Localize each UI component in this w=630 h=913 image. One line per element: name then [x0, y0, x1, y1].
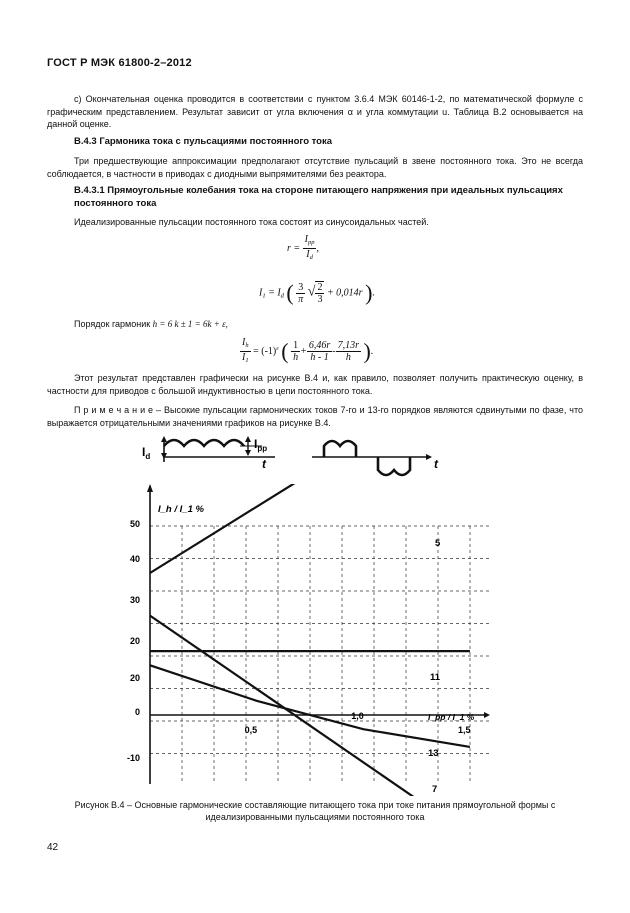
- series-label-13: 13: [428, 748, 439, 759]
- formula-i1-end: .: [372, 287, 375, 299]
- y-tick-label: 50: [129, 519, 140, 529]
- formula-ih-ratio: [240, 337, 251, 366]
- y-tick-label: 20: [129, 636, 140, 646]
- formula-i1: $I_1 = I_d$ ( $\frac{3}{\pi}$ √ $\frac{2}{3}$ + 0,014r ).: [259, 280, 375, 305]
- formula-ih-term-c: [336, 340, 361, 363]
- section-heading-b431: В.4.3.1 Прямоугольные колебания тока на стороне питающего напряжения при идеальных пульсациях постоянного тока: [74, 185, 563, 209]
- document-header: ГОСТ Р МЭК 61800-2–2012: [47, 57, 192, 69]
- series-label-5: 5: [435, 538, 441, 549]
- x-tick-label: 0,5: [244, 725, 258, 735]
- y-tick-label: 20: [129, 673, 140, 683]
- y-axis-label: I_h / I_1 %: [158, 504, 204, 515]
- paragraph-ripple: Три предшествующие аппроксимации предполагают отсутствие пульсаций в звене постоянного тока. Это не всегда соблюдается, в частности в приводах с диодными выпрямителями без реактора.: [47, 156, 583, 179]
- formula-i1-frac-3pi: [296, 282, 305, 305]
- formula-ih-eq: = (-1): [253, 345, 277, 357]
- formula-ih-a-den: h: [293, 352, 299, 363]
- formula-r-num: I: [304, 234, 308, 245]
- y-tick-label: 0: [134, 707, 140, 717]
- formula-ih-end: .: [370, 345, 374, 357]
- note-label: П р и м е ч а н и е: [74, 405, 154, 415]
- y-axis-arrow: [147, 484, 153, 492]
- y-tick-label: 30: [129, 595, 140, 605]
- formula-r-lhs: r =: [287, 242, 301, 254]
- formula-i1-eq: = I: [265, 287, 281, 299]
- ac-current-wave: [312, 441, 432, 475]
- page-number: 42: [47, 842, 59, 853]
- formula-i1-lhs: I: [259, 287, 263, 299]
- harmonics-chart: [110, 484, 500, 796]
- formula-r: [287, 234, 319, 263]
- waveform-sketch: [140, 432, 460, 482]
- x-axis-label: I_pp / I_1 %: [428, 712, 475, 722]
- figure-caption: Рисунок В.4 – Основные гармонические составляющие питающего тока при токе питания прямоугольной формы с идеализированными пульсациями постоянного тока: [74, 800, 556, 822]
- series-label-7: 7: [432, 784, 438, 795]
- formula-ih: $\frac{I_h}{I_1}$ = $(-1)^\varepsilon$ ( $\frac{1}{h}$ + $\frac{6,46r}{h - 1}$ - $\frac{7,13r}{h}$ ).: [242, 337, 374, 364]
- paragraph-c: с) Окончательная оценка проводится в соответствии с пунктом 3.6.4 МЭК 60146-1-2, по математической формуле с графическим представлением. Результат зависит от угла включения α и угла коммутации u. Таблица В.2 основывается на данной оценке.: [47, 94, 583, 129]
- id-label: $I_d$: [142, 445, 151, 461]
- formula-ih-den: I: [242, 352, 246, 363]
- series-label-11: 11: [430, 672, 441, 683]
- sqrt-sign: √: [307, 284, 316, 300]
- formula-i1-eq-sub: d: [280, 292, 284, 300]
- formula-ih-b-den: h - 1: [310, 352, 329, 363]
- paragraph-result: Этот результат представлен графически на рисунке В.4 и, как правило, позволяет получить практическую оценку, в частности для приводов с большой индуктивностью в цепи постоянного тока.: [47, 373, 583, 396]
- formula-i1-sqrt-den: 3: [317, 294, 323, 305]
- formula-ih-b-num: 6,46r: [308, 340, 331, 351]
- formula-r-fraction: [303, 234, 317, 263]
- harmonic-order-prefix: Порядок гармоник: [74, 319, 153, 329]
- formula-ih-c-den: h: [345, 352, 351, 363]
- note-text: – Высокие пульсации гармонических токов 7-го и 13-го порядков являются сдвинутыми по фазе, что выражается отрицательными значениями графиков на рисунке В.4.: [47, 405, 583, 428]
- formula-r-end: ,: [316, 242, 319, 254]
- formula-i1-lhs-sub: 1: [262, 292, 266, 300]
- formula-r-den: I: [306, 249, 310, 260]
- formula-ih-c-num: 7,13r: [337, 340, 360, 351]
- harmonic-order-formula: h = 6 k ± 1 = 6k + ε,: [152, 319, 228, 329]
- formula-i1-tail: + 0,014r: [326, 287, 363, 299]
- formula-i1-frac-den: π: [298, 293, 304, 305]
- paragraph-harmonic-order: [47, 318, 583, 331]
- t-label-2: t: [434, 457, 438, 471]
- y-tick-label: 40: [129, 554, 140, 564]
- section-heading-b43: В.4.3 Гармоника тока с пульсациями постоянного тока: [74, 136, 333, 147]
- note: [47, 404, 583, 429]
- formula-ih-term-b: [307, 340, 332, 363]
- x-tick-label: 1,5: [457, 725, 471, 735]
- formula-ih-num-sub: h: [245, 342, 249, 349]
- x-axis-arrow: [484, 712, 490, 718]
- y-tick-label: -10: [126, 753, 140, 763]
- ipp-label: $I_{pp}$: [254, 437, 268, 453]
- formula-ih-eq-sup: ε: [276, 344, 279, 352]
- formula-i1-frac-num: 3: [298, 281, 304, 293]
- formula-ih-term-a: [291, 340, 300, 363]
- formula-ih-den-sub: 1: [245, 357, 249, 364]
- t-label-1: t: [262, 457, 266, 471]
- chart-grid: [150, 526, 490, 784]
- formula-ih-num: I: [242, 337, 246, 348]
- formula-ih-a-num: 1: [293, 340, 299, 351]
- formula-r-den-sub: d: [309, 254, 313, 261]
- formula-r-num-sub: pp: [307, 239, 315, 246]
- formula-i1-sqrt-frac: [315, 281, 324, 305]
- x-tick-label: 1,0: [351, 711, 364, 721]
- paragraph-idealized: Идеализированные пульсации постоянного тока состоят из синусоидальных частей.: [74, 217, 429, 227]
- formula-i1-sqrt-num: 2: [317, 282, 323, 293]
- chart-axes: [147, 484, 490, 784]
